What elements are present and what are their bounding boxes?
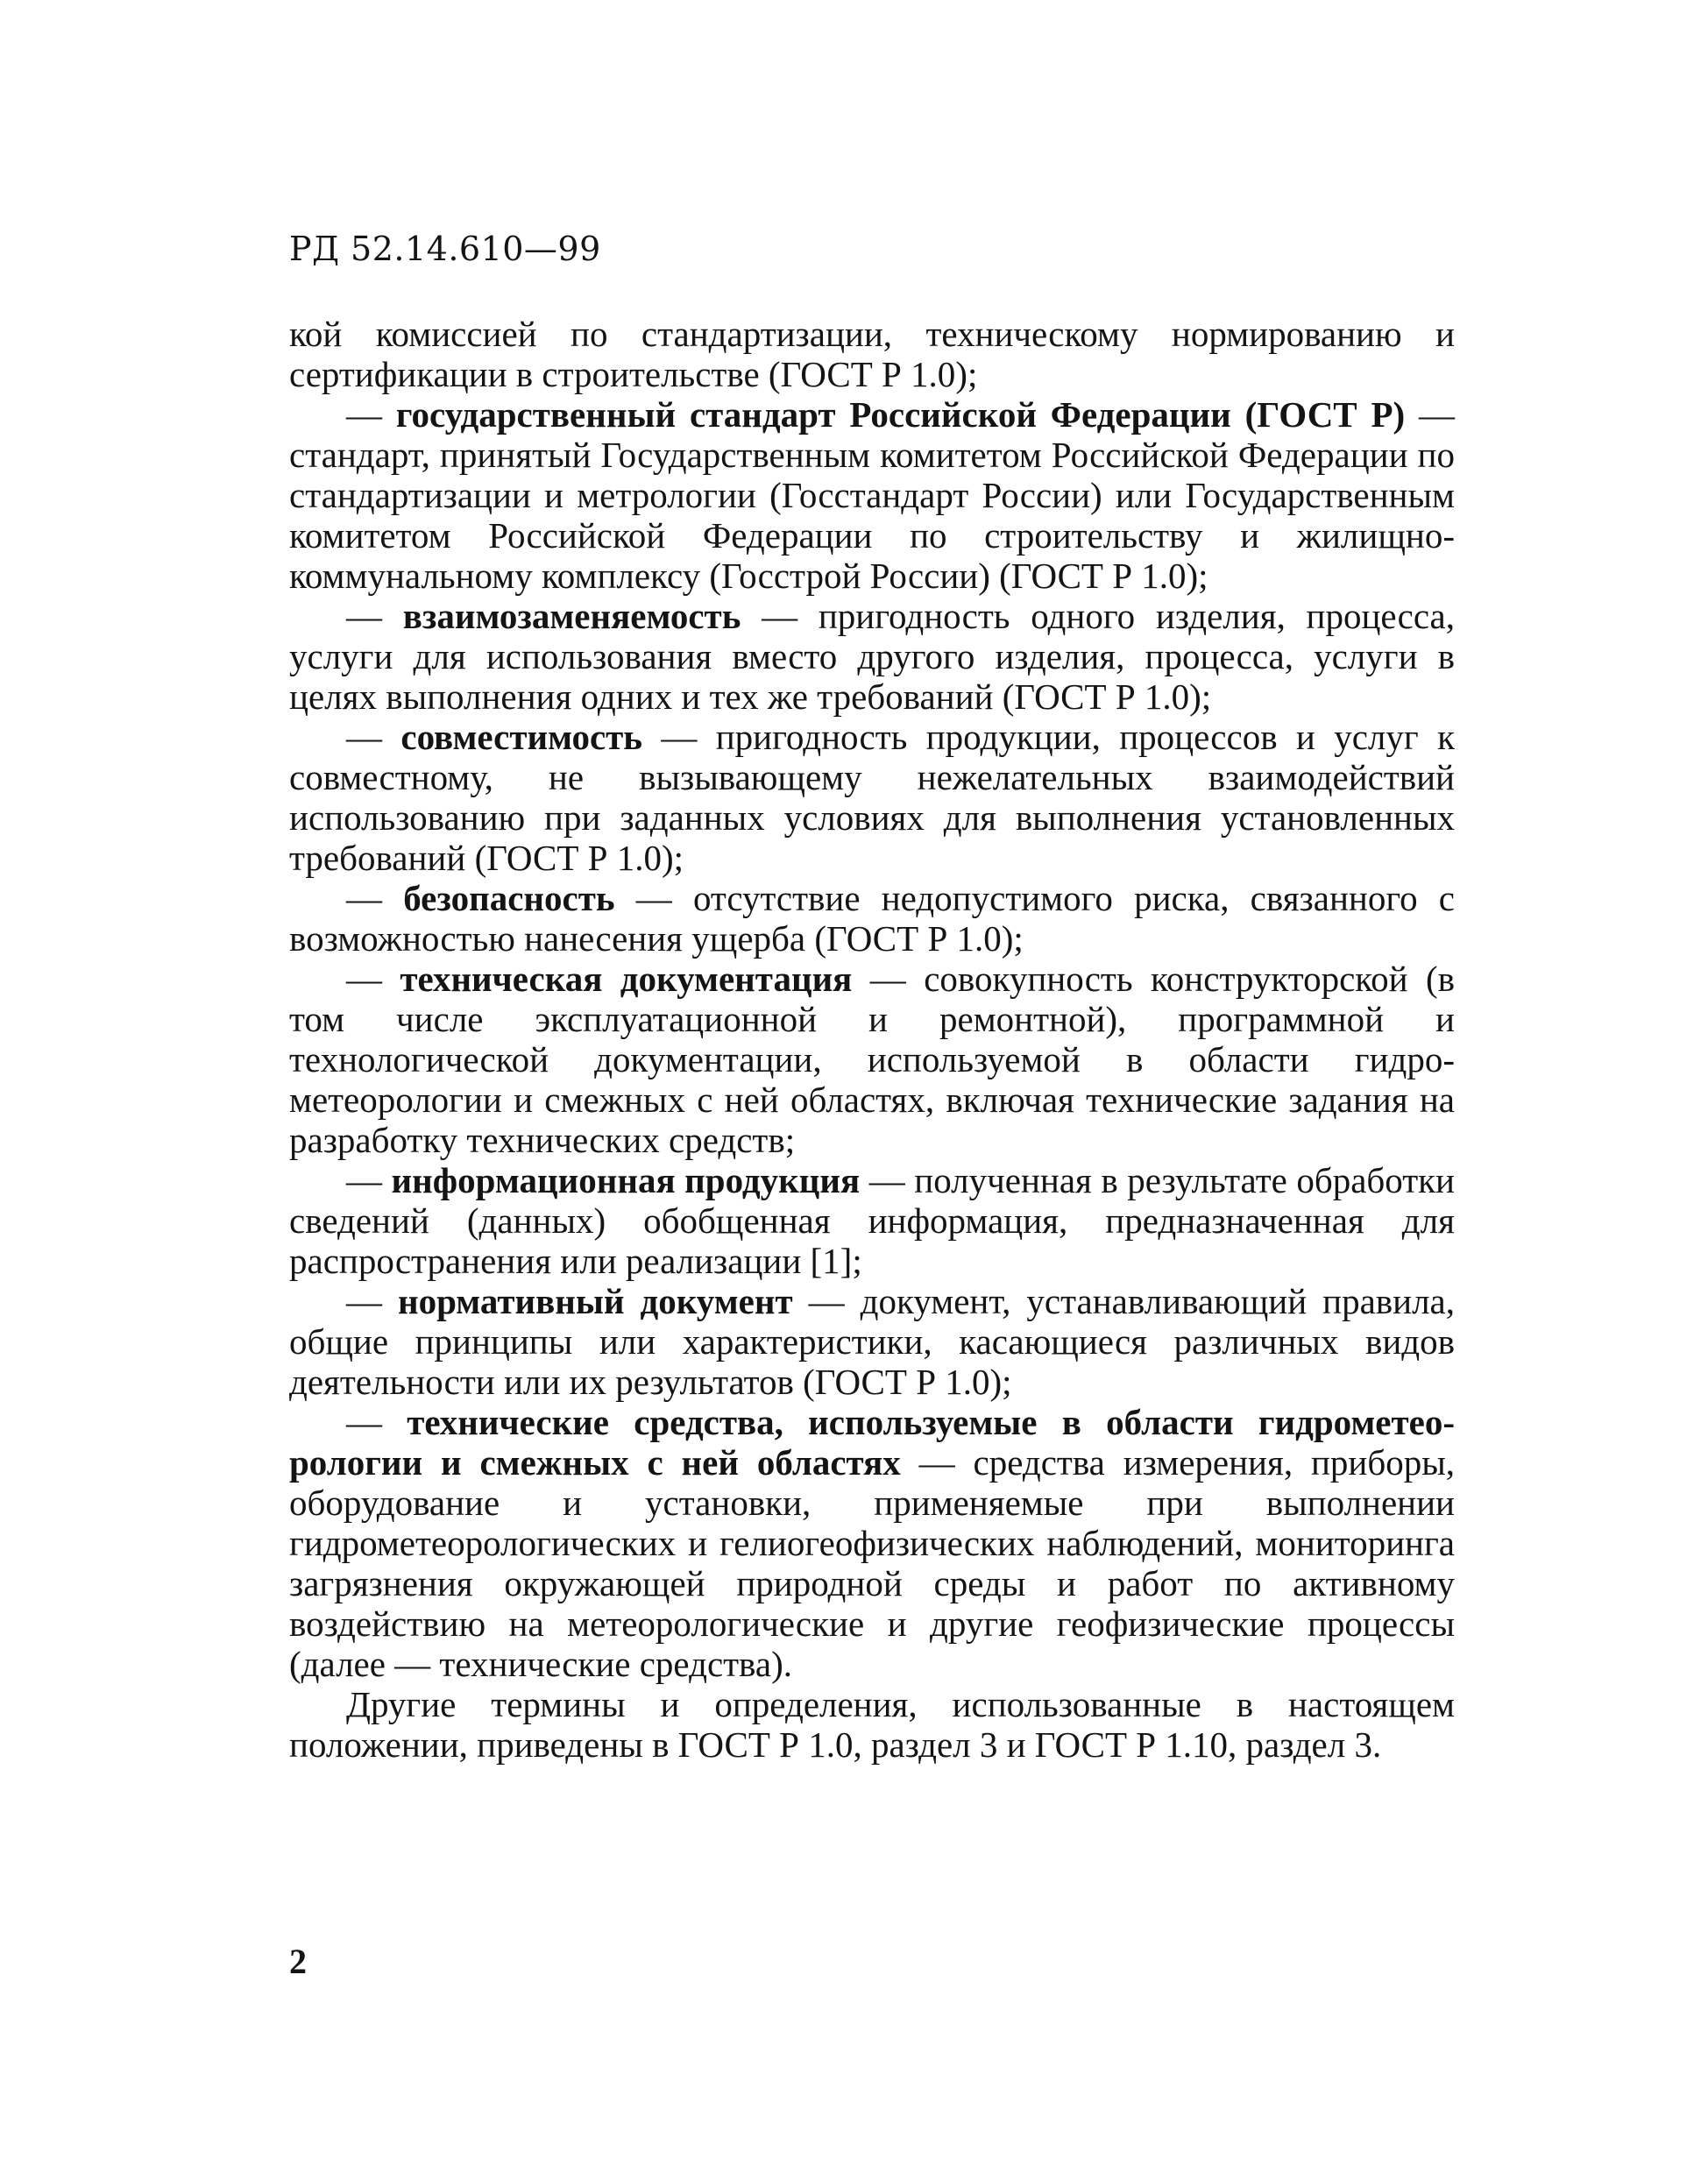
term-interchangeability: взаимозаменяемость (402, 596, 741, 636)
term-gost-r: государственный стандарт Российской Федерации (ГОСТ Р) (395, 394, 1406, 435)
definition-text: — совокупность конструкторской (в том числе эксплуатационной и ремонтной), программной и технологической документации, используемой в области гидрометеорологии и смежных с ней областях, включая технические задания на разработку технических средств; (289, 959, 1455, 1160)
definition-dash: — (346, 717, 401, 757)
definition-compatibility (289, 717, 1455, 878)
definition-dash: — (346, 959, 400, 999)
page-number: 2 (289, 1942, 307, 1981)
definition-dash: — (346, 596, 403, 636)
definition-text: — документ, устанавливающий правила, общие принципы или характеристики, касающиеся различных видов деятельности или их результатов (ГОСТ Р 1.0); (289, 1281, 1456, 1402)
definition-dash: — (346, 394, 396, 435)
term-normative-document: нормативный документ (397, 1281, 793, 1321)
definition-text: — средства измерения, приборы, оборудование и установки, применяемые при выполнении гидрометеорологических и гелиогеофизических наблюдений, мониторинга загрязнения окружающей природной среды и работ по активному воздействию на метеорологические и другие геофизические процессы (далее — технические средства). (289, 1442, 1455, 1684)
definition-information-product (289, 1160, 1455, 1281)
document-code-header: РД 52.14.610—99 (289, 230, 601, 268)
definition-text: — отсутствие недопустимого риска, связанного с возможностью нанесения ущерба (ГОСТ Р 1.0); (289, 878, 1456, 959)
definition-dash: — (346, 1281, 398, 1321)
definition-dash: — (346, 1160, 392, 1200)
paragraph-continuation: кой комиссией по стандартизации, техническому нормированию и сертификации в строительстве (ГОСТ Р 1.0); (289, 314, 1455, 394)
term-technical-documentation: техническая документация (400, 959, 853, 999)
term-technical-means: технические средства, используемые в области гидрометеорологии и смежных с ней областях (289, 1402, 1455, 1483)
document-body (289, 314, 1455, 1765)
definition-text: — полученная в результате обработки сведений (данных) обобщенная информация, предназначенная для распространения или реализации [1]; (289, 1160, 1455, 1281)
definition-normative-document (289, 1281, 1455, 1402)
definition-dash: — (346, 1402, 408, 1442)
definition-text: — пригодность одного изделия, процесса, услуги для использования вместо другого изделия, процесса, услуги в целях выполнения одних и тех же требований (ГОСТ Р 1.0); (289, 596, 1455, 717)
paragraph-other-terms: Другие термины и определения, использованные в настоящем положении, приведены в ГОСТ Р 1.0, раздел 3 и ГОСТ Р 1.10, раздел 3. (289, 1684, 1455, 1765)
term-safety: безопасность (403, 878, 615, 918)
term-information-product: информационная продукция (391, 1160, 861, 1200)
definition-dash: — (346, 878, 404, 918)
definition-text: — стандарт, принятый Государственным комитетом Российской Федерации по стандартизации и метрологии (Госстандарт России) или Государственным комитетом Российской Федерации по строительству и жилищно-коммунальному комплексу (Госстрой России) (ГОСТ Р 1.0); (289, 394, 1456, 596)
definition-text: — пригодность продукции, процессов и услуг к совместному, не вызывающему нежелательных взаимодействий использованию при заданных условиях для выполнения установленных требований (ГОСТ Р 1.0); (289, 717, 1455, 878)
definition-gost-r (289, 394, 1455, 596)
definition-technical-means (289, 1402, 1455, 1684)
definition-interchangeability (289, 596, 1455, 717)
definition-technical-documentation (289, 959, 1455, 1160)
definition-safety (289, 878, 1455, 959)
term-compatibility: совместимость (400, 717, 642, 757)
